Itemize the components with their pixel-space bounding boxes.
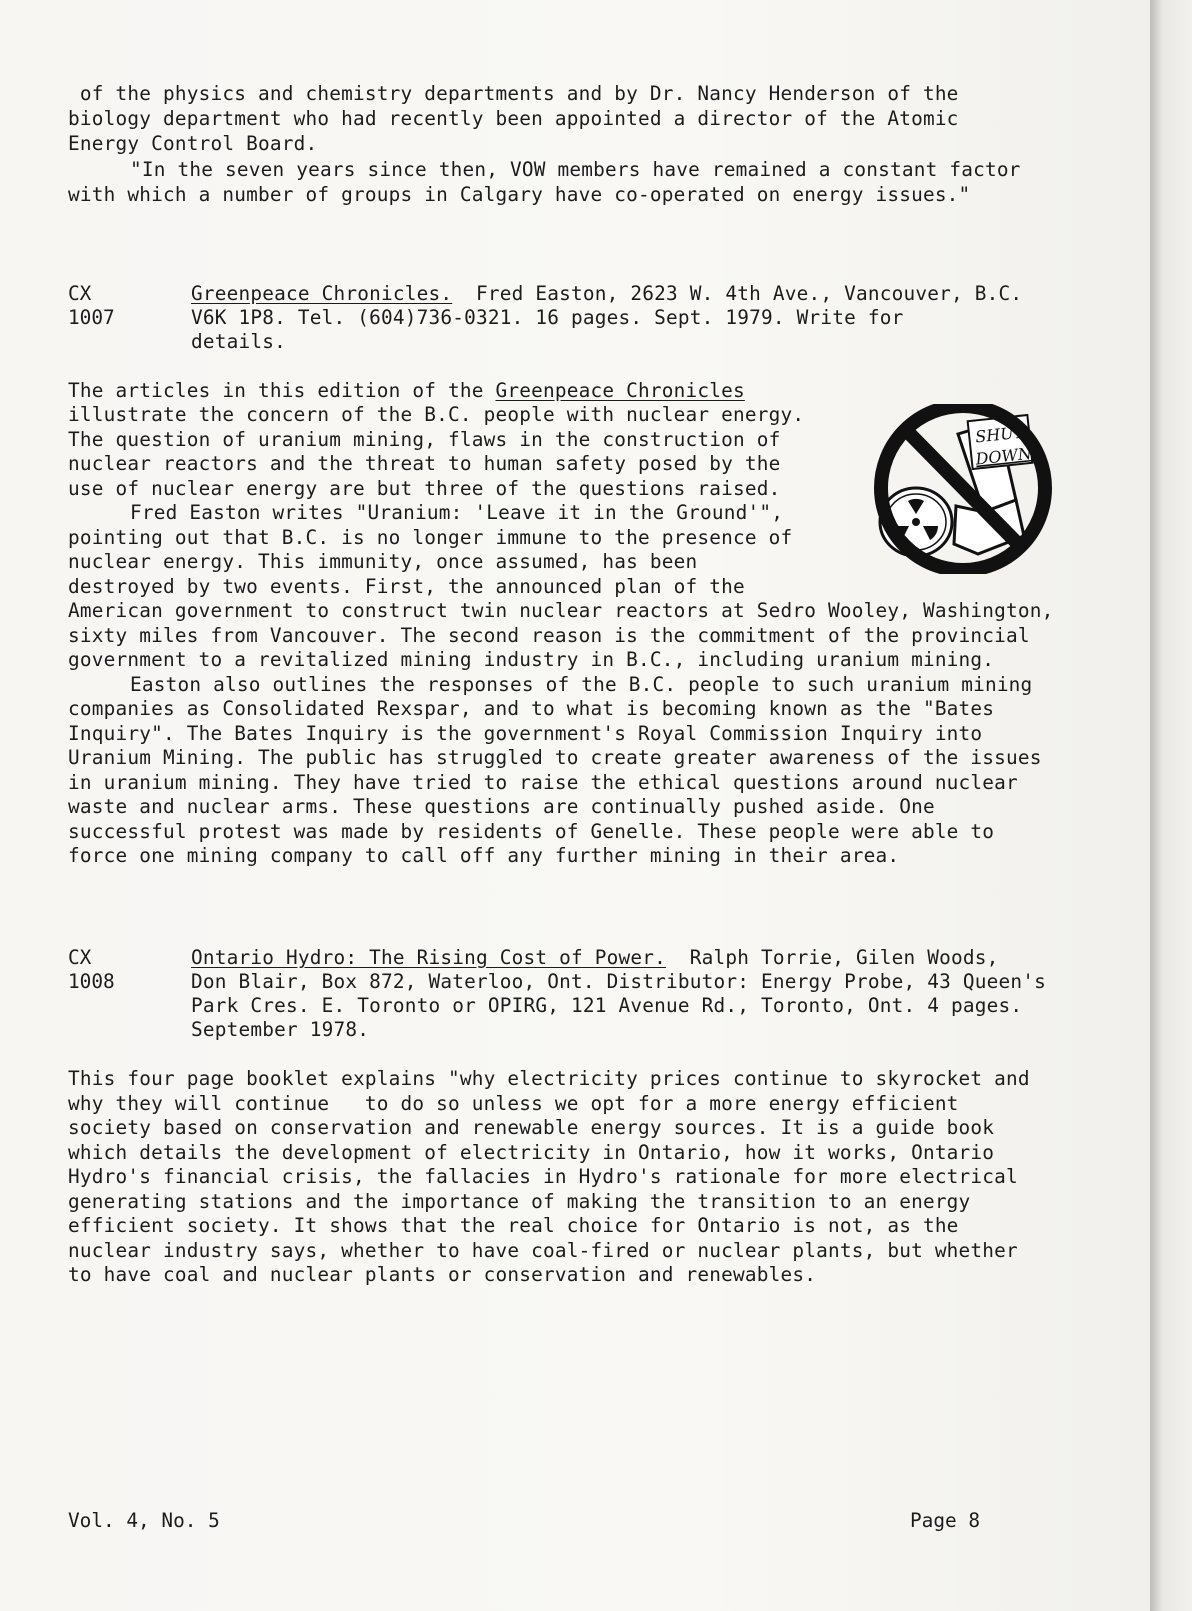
body-line: American government to construct twin nuclear reactors at Sedro Wooley, Washington, — [68, 599, 1054, 622]
footer-page-number: Page 8 — [910, 1509, 981, 1532]
body-line: companies as Consolidated Rexspar, and to what is becoming known as the "Bates — [68, 697, 995, 720]
body-line: sixty miles from Vancouver. The second reason is the commitment of the provincial — [68, 624, 1030, 647]
entry-citation-line: details. — [191, 330, 286, 353]
body-line: The question of uranium mining, flaws in the construction of — [68, 428, 781, 451]
body-line: Fred Easton writes "Uranium: 'Leave it in the Ground'", — [130, 501, 784, 524]
publication-title: Greenpeace Chronicles — [495, 379, 745, 402]
body-line: which details the development of electricity in Ontario, how it works, Ontario — [68, 1141, 995, 1164]
entry-citation-line: September 1978. — [191, 1018, 370, 1041]
body-line: force one mining company to call off any further mining in their area. — [68, 844, 900, 867]
entry-title: Greenpeace Chronicles. — [191, 282, 453, 305]
body-line: government to a revitalized mining industry in B.C., including uranium mining. — [68, 648, 995, 671]
body-line: society based on conservation and renewable energy sources. It is a guide book — [68, 1116, 995, 1139]
body-line: illustrate the concern of the B.C. people with nuclear energy. — [68, 403, 805, 426]
body-line: nuclear reactors and the threat to human safety posed by the — [68, 452, 781, 475]
cartoon-label-shut: SHUT — [974, 422, 1026, 447]
body-line: pointing out that B.C. is no longer immune to the presence of — [68, 526, 793, 549]
body-line: efficient society. It shows that the real choice for Ontario is not, as the — [68, 1214, 959, 1237]
body-line: why they will continue to do so unless we opt for a more energy efficient — [68, 1092, 959, 1115]
entry-citation-line — [191, 281, 1022, 306]
body-line: generating stations and the importance of making the transition to an energy — [68, 1190, 971, 1213]
body-line: nuclear industry says, whether to have coal-fired or nuclear plants, but whether — [68, 1239, 1018, 1262]
intro-line: Energy Control Board. — [68, 132, 318, 155]
cartoon-label-down: DOWN — [974, 443, 1033, 469]
footer-volume: Vol. 4, No. 5 — [68, 1509, 220, 1532]
entry-citation-line: Park Cres. E. Toronto or OPIRG, 121 Avenue Rd., Toronto, Ont. 4 pages. — [191, 994, 1023, 1017]
body-line: destroyed by two events. First, the announced plan of the — [68, 575, 745, 598]
body-line: This four page booklet explains "why electricity prices continue to skyrocket and — [68, 1067, 1030, 1090]
intro-line: biology department who had recently been appointed a director of the Atomic — [68, 107, 959, 130]
entry-citation: Ralph Torrie, Gilen Woods, — [689, 946, 999, 969]
entry-code-number: 1008 — [68, 970, 115, 993]
body-line: in uranium mining. They have tried to raise the ethical questions around nuclear — [68, 771, 1018, 794]
intro-quote-line: "In the seven years since then, VOW members have remained a constant factor — [130, 158, 1021, 181]
body-line: nuclear energy. This immunity, once assumed, has been — [68, 550, 698, 573]
entry-code-prefix: CX — [68, 946, 92, 969]
entry-citation: Fred Easton, 2623 W. 4th Ave., Vancouver, B.C. — [475, 282, 1023, 305]
entry-code-prefix: CX — [68, 282, 92, 305]
entry-code-number: 1007 — [68, 306, 115, 329]
body-line: Easton also outlines the responses of the B.C. people to such uranium mining — [130, 673, 1033, 696]
entry-citation-line — [191, 945, 998, 970]
body-line: Uranium Mining. The public has struggled to create greater awareness of the issues — [68, 746, 1042, 769]
entry-citation-line: V6K 1P8. Tel. (604)736-0321. 16 pages. Sept. 1979. Write for — [191, 306, 904, 329]
shut-down-reactor-illustration — [858, 404, 1068, 574]
body-line — [68, 378, 745, 403]
body-line: waste and nuclear arms. These questions are continually pushed aside. One — [68, 795, 935, 818]
intro-line: of the physics and chemistry departments and by Dr. Nancy Henderson of the — [68, 82, 959, 105]
adjacent-page-edge — [1150, 0, 1192, 1611]
body-text: The articles in this edition of the — [68, 379, 496, 402]
entry-title: Ontario Hydro: The Rising Cost of Power. — [191, 946, 666, 969]
body-line: successful protest was made by residents of Genelle. These people were able to — [68, 820, 995, 843]
intro-quote-line: with which a number of groups in Calgary have co-operated on energy issues." — [68, 183, 971, 206]
body-line: use of nuclear energy are but three of the questions raised. — [68, 477, 781, 500]
body-line: Inquiry". The Bates Inquiry is the government's Royal Commission Inquiry into — [68, 722, 983, 745]
body-line: to have coal and nuclear plants or conservation and renewables. — [68, 1263, 817, 1286]
body-line: Hydro's financial crisis, the fallacies in Hydro's rationale for more electrical — [68, 1165, 1018, 1188]
entry-citation-line: Don Blair, Box 872, Waterloo, Ont. Distributor: Energy Probe, 43 Queen's — [191, 970, 1046, 993]
